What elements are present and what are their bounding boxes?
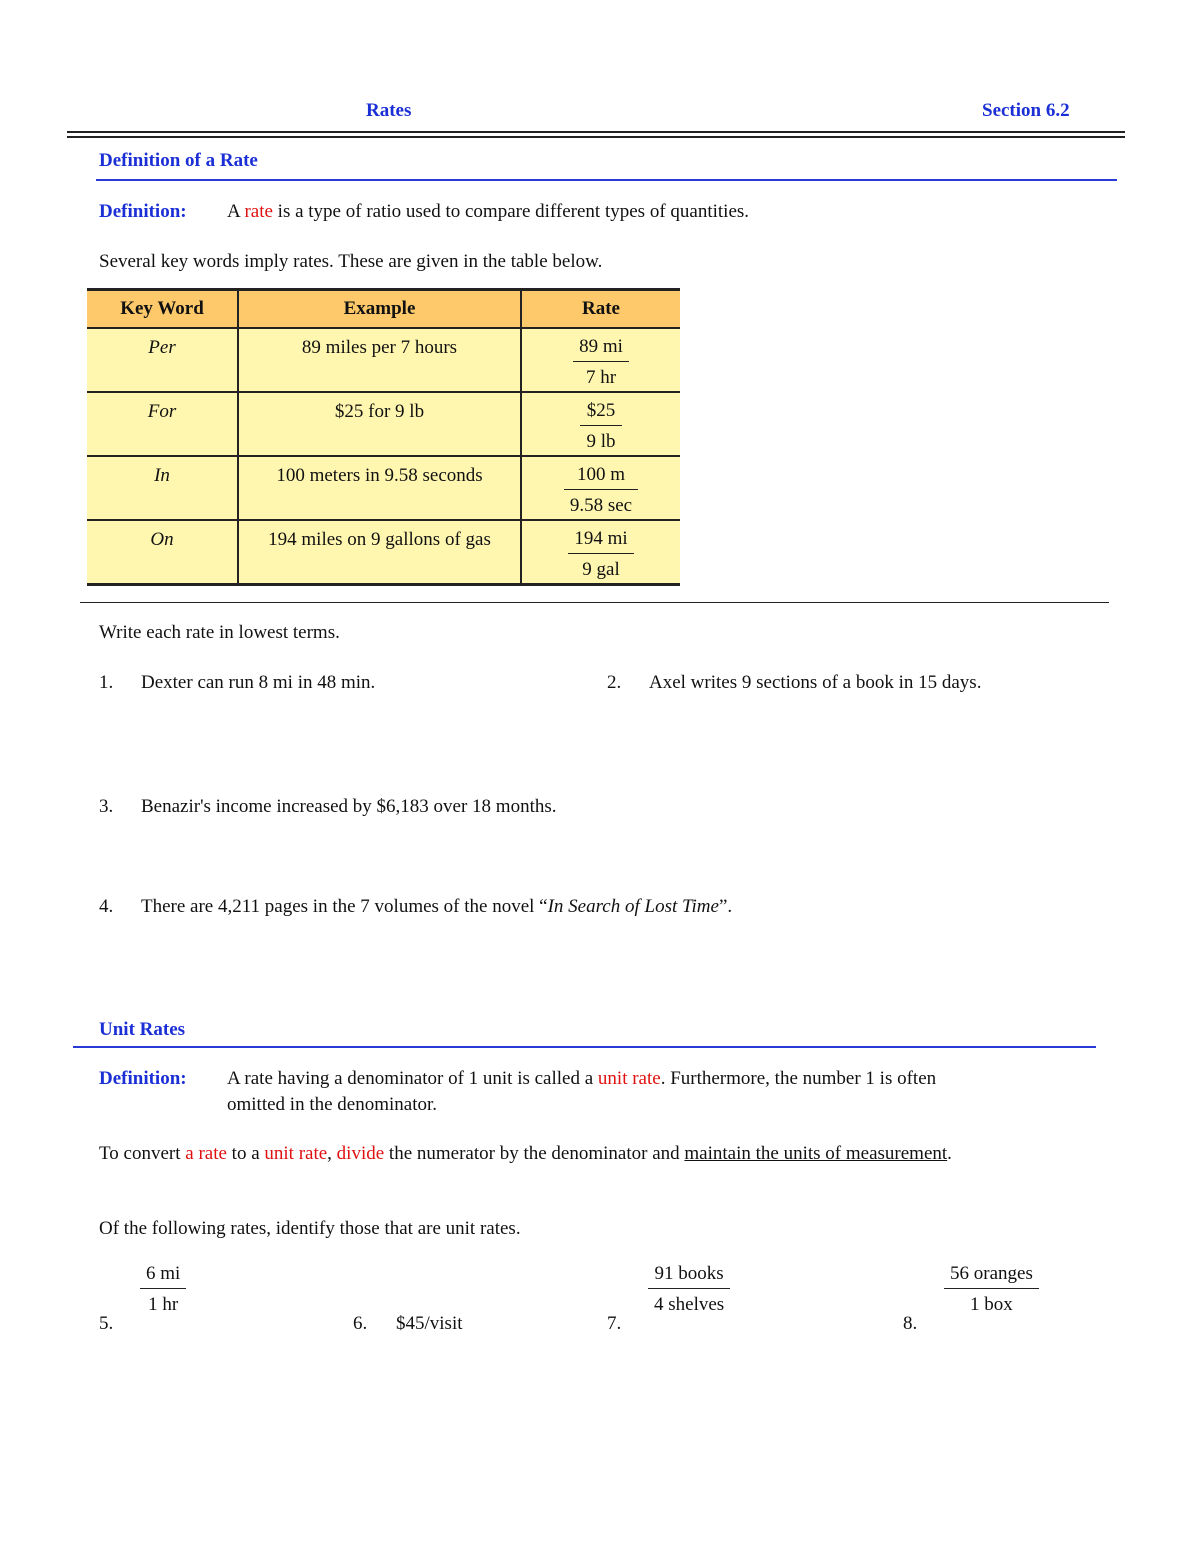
problem-1 [99, 672, 375, 694]
problem-number: 1. [99, 672, 114, 693]
fraction-numerator: 56 oranges [944, 1262, 1039, 1289]
novel-title: In Search of Lost Time [547, 896, 719, 917]
problem-3 [99, 796, 557, 818]
header-rule-top [67, 131, 1125, 133]
definition-text: A [227, 201, 245, 222]
definition-text: . Furthermore, the number 1 is often [660, 1068, 937, 1089]
definition-text: A rate having a denominator of 1 unit is called a [227, 1068, 598, 1089]
example-cell: $25 for 9 lb [334, 401, 425, 422]
problem-number: 2. [607, 672, 622, 693]
table-row [87, 328, 680, 392]
definition-text: is a type of ratio used to compare different types of quantities. [272, 201, 750, 222]
problem-number: 4. [99, 896, 114, 917]
section-rule [96, 179, 1117, 181]
table-header-example: Example [238, 290, 521, 329]
problem-text: Axel writes 9 sections of a book in 15 days. [649, 672, 982, 693]
convert-text: to a [226, 1143, 265, 1164]
problem-number: 3. [99, 796, 114, 817]
table-row [87, 520, 680, 585]
item-number: 6. [353, 1313, 368, 1334]
example-cell: 194 miles on 9 gallons of gas [268, 529, 491, 550]
unit-rate-instruction: Of the following rates, identify those that are unit rates. [99, 1218, 521, 1239]
fraction-denominator: 9 gal [582, 558, 620, 580]
fraction-denominator: 7 hr [585, 366, 617, 388]
rate-fraction [568, 527, 633, 582]
fraction-numerator: 91 books [648, 1262, 730, 1289]
problem-text: Benazir's income increased by $6,183 over 18 months. [141, 796, 557, 817]
section-number: Section 6.2 [982, 100, 1070, 121]
unit-rate-definition-line2: omitted in the denominator. [227, 1094, 438, 1115]
table-row [87, 456, 680, 520]
example-cell: 89 miles per 7 hours [301, 337, 458, 358]
divider-rule [80, 602, 1109, 603]
rate-fraction [580, 399, 621, 454]
fraction-denominator: 9 lb [586, 430, 616, 452]
definition-term: rate [244, 201, 273, 222]
problem-4 [99, 896, 732, 918]
table-row [87, 392, 680, 456]
fraction-numerator: 89 mi [573, 335, 629, 362]
section-heading-definition-of-rate: Definition of a Rate [99, 150, 258, 171]
section-rule [73, 1046, 1096, 1048]
fraction-denominator: 1 hr [148, 1293, 179, 1315]
section-heading-unit-rates: Unit Rates [99, 1019, 186, 1040]
fraction-denominator: 9.58 sec [569, 494, 633, 516]
keyword-cell: On [150, 529, 174, 550]
unit-rate-definition [227, 1068, 936, 1090]
fraction-numerator: 194 mi [568, 527, 633, 554]
rate-definition [227, 201, 749, 223]
definition-label: Definition: [99, 1068, 187, 1089]
rate-fraction [573, 335, 629, 390]
fraction-numerator: 100 m [564, 463, 638, 490]
key-word-table [87, 288, 680, 586]
table-intro: Several key words imply rates. These are given in the table below. [99, 251, 603, 272]
problem-text: Dexter can run 8 mi in 48 min. [141, 672, 376, 693]
convert-term: a rate [185, 1143, 227, 1164]
fraction-numerator: 6 mi [140, 1262, 186, 1289]
problem-text: There are 4,211 pages in the 7 volumes of the novel “ [141, 896, 548, 917]
problem-2 [607, 672, 981, 694]
item-number: 5. [99, 1313, 114, 1334]
rate-fraction [564, 463, 638, 518]
definition-term: unit rate [597, 1068, 661, 1089]
convert-text: To convert [99, 1143, 186, 1164]
table-header-rate: Rate [521, 290, 680, 329]
rate-fraction-item-7 [648, 1262, 730, 1317]
definition-label: Definition: [99, 201, 187, 222]
item-number: 8. [903, 1313, 918, 1334]
problem-text: ”. [718, 896, 733, 917]
fraction-denominator: 4 shelves [654, 1293, 725, 1315]
convert-text: the numerator by the denominator and [384, 1143, 685, 1164]
keyword-cell: For [147, 401, 177, 422]
fraction-numerator: $25 [580, 399, 621, 426]
convert-emphasis: maintain the units of measurement [684, 1143, 948, 1164]
item-number: 7. [607, 1313, 622, 1334]
header-rule-bottom [67, 136, 1125, 138]
convert-text: . [947, 1143, 952, 1164]
keyword-cell: In [154, 465, 170, 486]
page-title: Rates [366, 100, 412, 121]
item-rate-text: $45/visit [396, 1313, 463, 1334]
exercise-instruction: Write each rate in lowest terms. [99, 622, 340, 643]
convert-text: , [327, 1143, 337, 1164]
rate-fraction-item-5 [140, 1262, 186, 1317]
rate-fraction-item-8 [944, 1262, 1039, 1317]
convert-instruction [99, 1143, 952, 1165]
fraction-denominator: 1 box [970, 1293, 1013, 1315]
convert-term: unit rate [264, 1143, 328, 1164]
keyword-cell: Per [148, 337, 176, 358]
table-header-key-word: Key Word [87, 290, 238, 329]
example-cell: 100 meters in 9.58 seconds [276, 465, 483, 486]
convert-term: divide [336, 1143, 385, 1164]
